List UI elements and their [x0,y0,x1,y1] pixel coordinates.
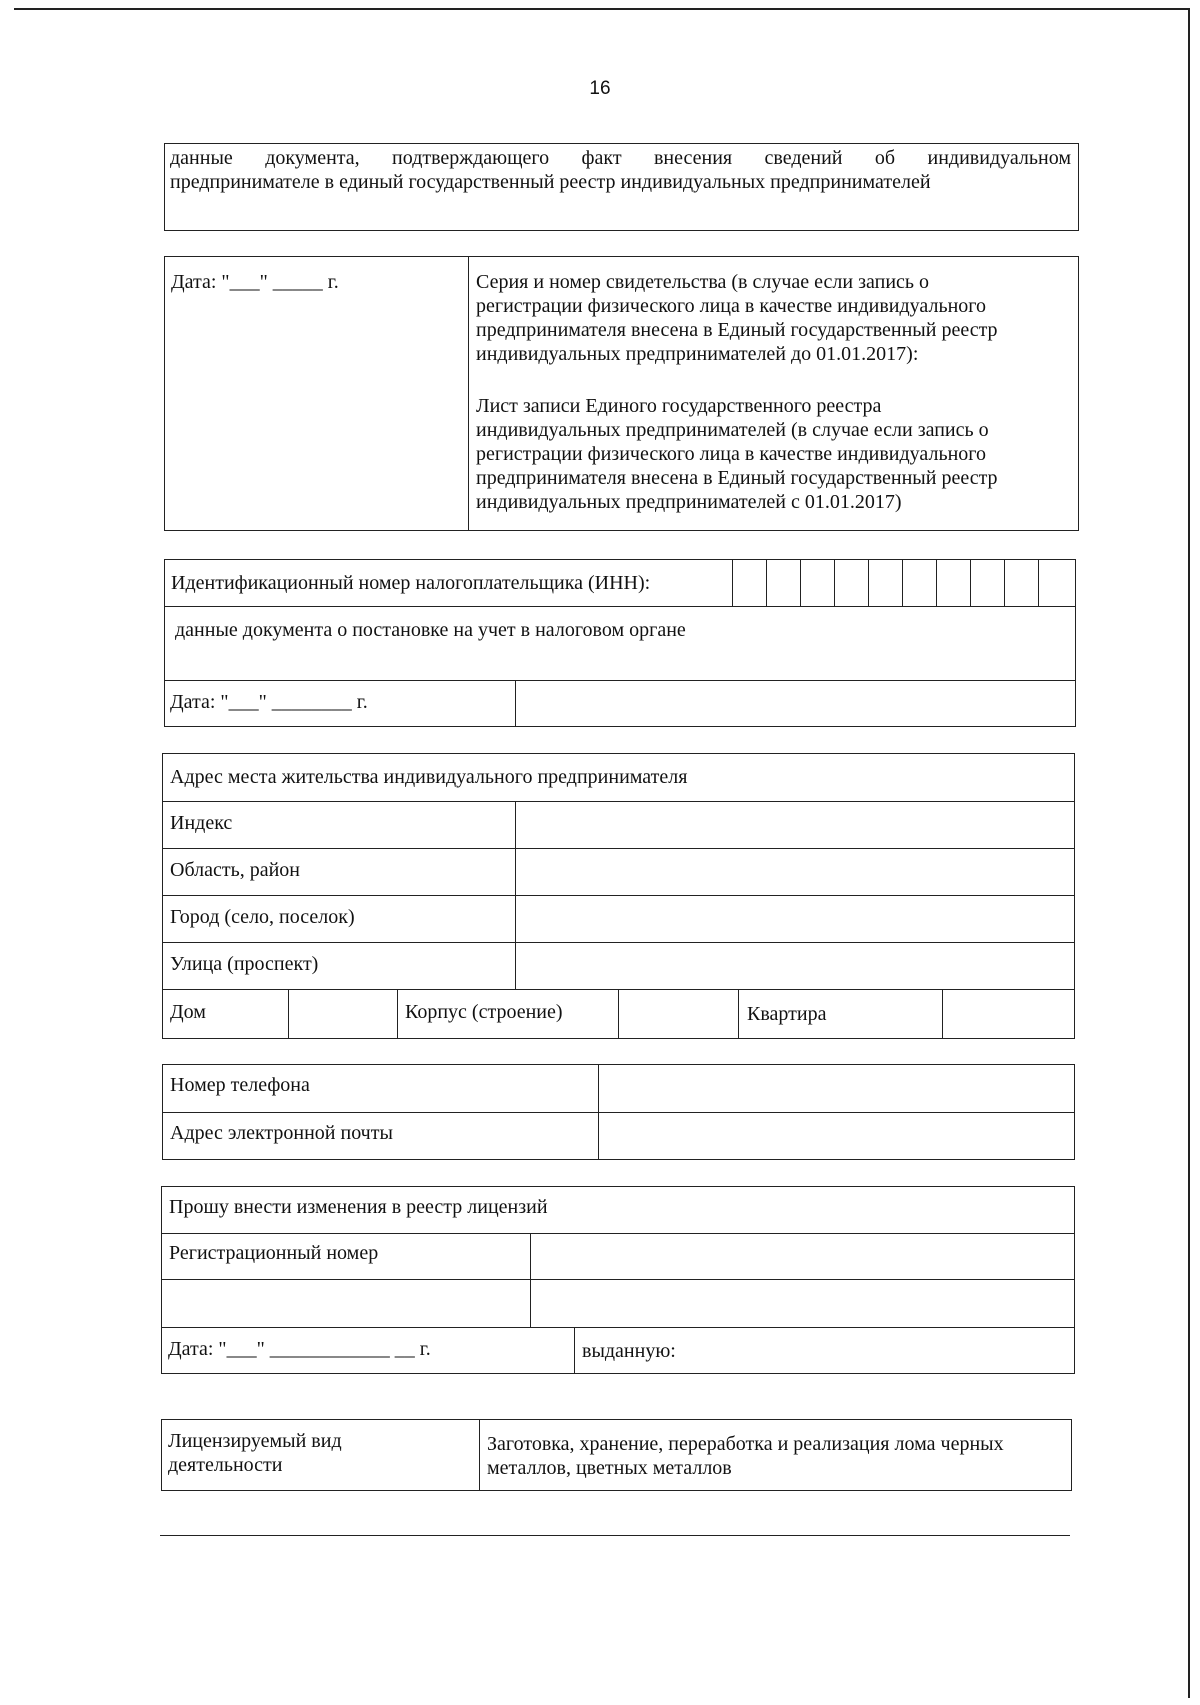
egrip-document-box [164,143,1079,231]
inn-box [164,559,1076,727]
license-date[interactable]: Дата: "___" ____________ __ г. [168,1338,431,1360]
licensed-activity-value-line: металлов, цветных металлов [487,1457,732,1479]
inn-digit-cell[interactable] [800,560,834,606]
building-label: Корпус (строение) [405,1001,563,1023]
license-row-divider [162,1327,1074,1328]
licensed-activity-label [168,1429,468,1477]
certificate-series-line: предпринимателя внесена в Единый государственный реестр [476,319,998,341]
tax-registration-document: данные документа о постановке на учет в налоговом органе [175,619,686,641]
license-column-divider [530,1233,531,1327]
street-label: Улица (проспект) [170,953,319,975]
footer-separator-line [160,1535,1070,1536]
email-label: Адрес электронной почты [170,1122,393,1144]
license-row-divider [162,1233,1074,1234]
inn-row-divider [165,606,1075,607]
certificate-series-line: Серия и номер свидетельства (в случае если запись о [476,271,930,293]
licensed-activity-value-line: Заготовка, хранение, переработка и реализация лома черных [487,1433,1004,1455]
registry-sheet-line: индивидуальных предпринимателей (в случае если запись о [476,419,989,441]
inn-digit-cell[interactable] [766,560,800,606]
inn-digit-cell[interactable] [936,560,970,606]
registry-sheet-line: предпринимателя внесена в Единый государственный реестр [476,467,998,489]
house-label: Дом [170,1001,206,1023]
certificate-divider [468,257,469,530]
certificate-box [164,256,1079,531]
registry-sheet-line: индивидуальных предпринимателей с 01.01.2017) [476,491,902,513]
licensed-activity-label-line: Лицензируемый вид [168,1430,342,1452]
residence-address-header: Адрес места жительства индивидуального предпринимателя [170,766,688,788]
residence-address-box [162,753,1075,1039]
issued-label: выданную: [582,1340,676,1362]
licensed-activity-box [161,1419,1072,1491]
inn-digit-cell[interactable] [732,560,766,606]
building-divider [738,989,739,1038]
licensed-activity-divider [479,1420,480,1490]
house-divider [288,989,289,1038]
contacts-box [162,1064,1075,1160]
license-change-header: Прошу внести изменения в реестр лицензий [169,1196,548,1218]
phone-label: Номер телефона [170,1074,310,1096]
inn-digit-cell[interactable] [1004,560,1038,606]
egrip-document-line-2: предпринимателе в единый государственный реестр индивидуальных предпринимателей [170,171,931,193]
tax-date-divider [515,680,516,726]
index-label: Индекс [170,812,233,834]
registration-number-label: Регистрационный номер [169,1242,379,1264]
apartment-label: Квартира [747,1003,827,1025]
contacts-row-divider [163,1112,1074,1113]
address-row-divider [163,895,1074,896]
licensed-activity-label-line: деятельности [168,1454,283,1476]
inn-digit-cell[interactable] [902,560,936,606]
region-label: Область, район [170,859,300,881]
inn-label: Идентификационный номер налогоплательщика (ИНН): [171,572,651,594]
city-label: Город (село, поселок) [170,906,355,928]
certificate-series-line: индивидуальных предпринимателей до 01.01.2017): [476,343,919,365]
apartment-divider [942,989,943,1038]
inn-digit-cell[interactable] [834,560,868,606]
license-row-divider [162,1279,1074,1280]
certificate-series-paragraph [476,270,1076,366]
address-row-divider [163,942,1074,943]
address-row-divider [163,801,1074,802]
address-row-divider [163,848,1074,849]
certificate-series-line: регистрации физического лица в качестве индивидуального [476,295,986,317]
licensed-activity-value [487,1432,1067,1480]
tax-registration-date[interactable]: Дата: "___" ________ г. [170,691,368,713]
registry-sheet-line: регистрации физического лица в качестве индивидуального [476,443,986,465]
inn-row-divider [165,680,1075,681]
license-change-box [161,1186,1075,1374]
building-divider [618,989,619,1038]
registry-sheet-line: Лист записи Единого государственного реестра [476,395,882,417]
certificate-date[interactable]: Дата: "___" _____ г. [171,271,339,293]
inn-digit-cell[interactable] [970,560,1004,606]
inn-digit-cell[interactable] [868,560,902,606]
page-number: 16 [589,78,611,99]
egrip-document-line-1: данные документа, подтверждающего факт внесения сведений об индивидуальном [170,147,1071,169]
inn-digit-cell[interactable] [1038,560,1075,606]
registry-sheet-paragraph [476,394,1076,514]
license-date-divider [574,1327,575,1373]
house-divider [397,989,398,1038]
